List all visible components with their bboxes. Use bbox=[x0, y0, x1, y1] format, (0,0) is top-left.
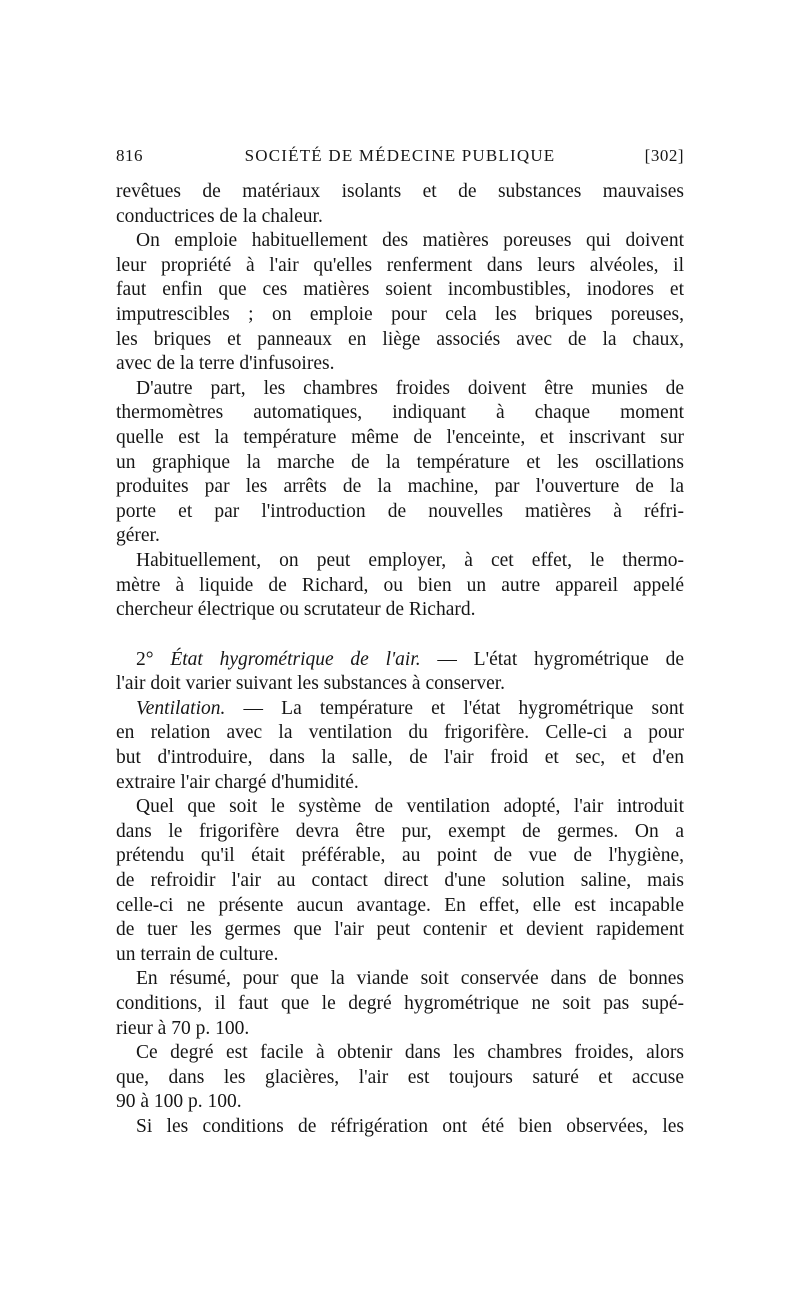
text-line: Quel que soit le système de ventilation adopté, l'air introduit bbox=[136, 796, 684, 818]
text-line: prétendu qu'il était préférable, au point de vue de l'hygiène, bbox=[116, 845, 684, 867]
page-number: 816 bbox=[116, 146, 143, 165]
text-line: porte et par l'introduction de nouvelles matières à réfri- bbox=[116, 500, 684, 522]
text-line: conductrices de la chaleur. bbox=[116, 205, 323, 227]
body-text bbox=[116, 180, 684, 1140]
text-line: faut enfin que ces matières soient incombustibles, inodores et bbox=[116, 279, 684, 301]
text-line: chercheur électrique ou scrutateur de Richard. bbox=[116, 599, 476, 621]
text-line: imputrescibles ; on emploie pour cela les briques poreuses, bbox=[116, 303, 684, 325]
text-line: de tuer les germes que l'air peut contenir et devient rapidement bbox=[116, 919, 684, 941]
bracket-page-reference: [302] bbox=[644, 146, 684, 165]
text-line: leur propriété à l'air qu'elles renferment dans leurs alvéoles, il bbox=[116, 254, 684, 276]
text-line: rieur à 70 p. 100. bbox=[116, 1017, 250, 1039]
subsection-title: Ventilation. bbox=[136, 697, 226, 719]
text-line: l'air doit varier suivant les substances à conserver. bbox=[116, 673, 506, 695]
text-line: 90 à 100 p. 100. bbox=[116, 1091, 242, 1113]
text-line: D'autre part, les chambres froides doivent être munies de bbox=[136, 377, 684, 399]
text-line: Si les conditions de réfrigération ont été bien observées, les bbox=[136, 1115, 684, 1137]
text-line: dans le frigorifère devra être pur, exempt de germes. On a bbox=[116, 820, 684, 842]
text-line: conditions, il faut que le degré hygrométrique ne soit pas supé- bbox=[116, 993, 684, 1014]
text-line: but d'introduire, dans la salle, de l'air froid et sec, et d'en bbox=[116, 747, 684, 769]
text-line: Ce degré est facile à obtenir dans les chambres froides, alors bbox=[136, 1042, 684, 1064]
text-line: quelle est la température même de l'enceinte, et inscrivant sur bbox=[116, 426, 684, 448]
text-line: un graphique la marche de la température et les oscillations bbox=[116, 451, 684, 473]
subsection-heading-line bbox=[116, 697, 684, 722]
text-segment: — La température et l'état hygrométrique sont bbox=[225, 697, 684, 719]
text-line: Habituellement, on peut employer, à cet effet, le thermo- bbox=[136, 549, 684, 571]
section-heading-line bbox=[116, 648, 684, 673]
text-line: gérer. bbox=[116, 525, 160, 547]
section-title: État hygrométrique de l'air. bbox=[170, 648, 421, 670]
text-line: thermomètres automatiques, indiquant à chaque moment bbox=[116, 402, 684, 424]
text-segment: — L'état hygrométrique de bbox=[420, 648, 684, 670]
text-line: un terrain de culture. bbox=[116, 943, 279, 965]
text-line: mètre à liquide de Richard, ou bien un autre appareil appelé bbox=[116, 574, 684, 596]
section-number: 2° bbox=[136, 648, 171, 670]
text-line: en relation avec la ventilation du frigorifère. Celle-ci a pour bbox=[116, 722, 684, 744]
paragraph-gap bbox=[116, 623, 684, 648]
text-line: En résumé, pour que la viande soit conservée dans de bonnes bbox=[136, 968, 684, 990]
text-line: produites par les arrêts de la machine, par l'ouverture de la bbox=[116, 476, 684, 498]
text-line: les briques et panneaux en liège associés avec de la chaux, bbox=[116, 328, 684, 350]
running-title: SOCIÉTÉ DE MÉDECINE PUBLIQUE bbox=[244, 146, 556, 165]
text-line: avec de la terre d'infusoires. bbox=[116, 353, 335, 375]
text-line: que, dans les glacières, l'air est toujours saturé et accuse bbox=[116, 1066, 684, 1088]
text-line: celle-ci ne présente aucun avantage. En effet, elle est incapable bbox=[116, 894, 684, 916]
text-line: revêtues de matériaux isolants et de substances mauvaises bbox=[116, 181, 684, 202]
text-line: de refroidir l'air au contact direct d'une solution saline, mais bbox=[116, 870, 684, 892]
text-line: extraire l'air chargé d'humidité. bbox=[116, 771, 359, 793]
text-line: On emploie habituellement des matières poreuses qui doivent bbox=[136, 230, 684, 252]
running-header bbox=[116, 146, 684, 168]
